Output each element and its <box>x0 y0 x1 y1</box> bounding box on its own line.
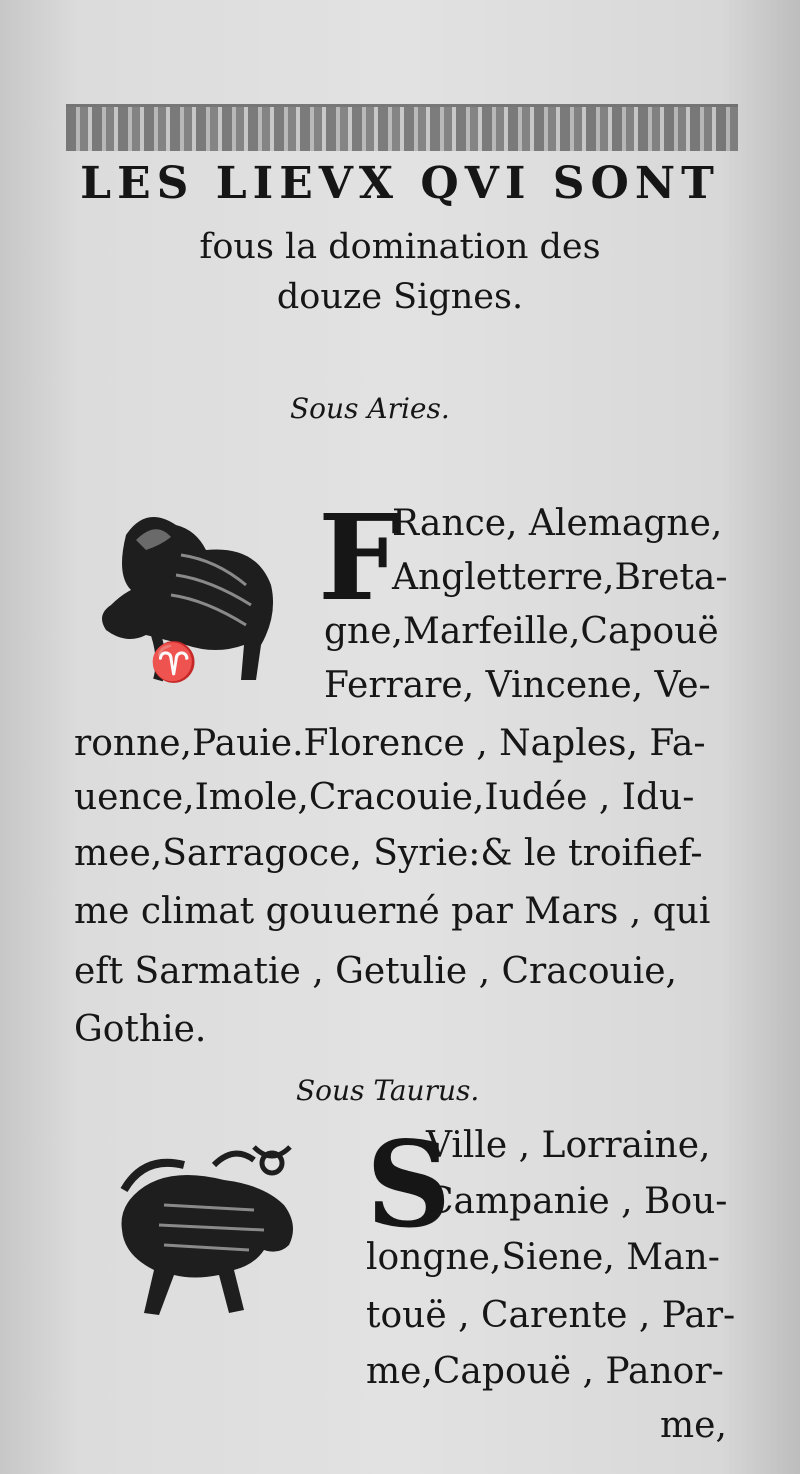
ram-woodcut-illustration <box>86 495 286 690</box>
section-heading-taurus: Sous Taurus. <box>296 1074 480 1107</box>
aries-text-line: ronne,Pauie.Florence , Naples, Fa- <box>74 723 706 764</box>
aries-text-line: me climat gouuerné par Mars , qui <box>74 891 711 932</box>
taurus-text-line: me, <box>660 1405 727 1446</box>
bull-woodcut-illustration <box>104 1135 304 1325</box>
svg-text:♈: ♈ <box>150 639 198 684</box>
aries-text-line: gne,Marfeille,Capouë <box>324 611 719 652</box>
aries-text-line: eft Sarmatie , Getulie , Cracouie, <box>74 951 677 992</box>
drop-cap-f: F <box>318 488 402 627</box>
aries-text-line: Angletterre,Bretа- <box>392 557 728 598</box>
aries-text-line: Ferrare, Vincene, Ve- <box>324 665 711 706</box>
header-ornament <box>66 104 738 151</box>
page-subtitle <box>60 222 740 322</box>
aries-text-line: Rance, Alemagne, <box>392 503 723 544</box>
aries-text-line: uence,Imole,Cracouie,Iudée , Idu- <box>74 777 695 818</box>
section-heading-aries: Sous Aries. <box>290 392 450 425</box>
subtitle-line-2: douze Signes. <box>276 277 524 317</box>
aries-text-line: Gothie. <box>74 1009 207 1050</box>
taurus-text-line: me,Capouë , Panor- <box>366 1351 724 1392</box>
taurus-text-line: Campanie , Bou- <box>426 1181 728 1222</box>
page-title: LES LIEVX QVI SONT <box>80 158 720 209</box>
taurus-text-line: touë , Carente , Par- <box>366 1295 736 1336</box>
drop-cap-s: S <box>366 1115 452 1254</box>
aries-text-line: mee,Sarragoce, Syrie:& le troifief- <box>74 833 703 874</box>
taurus-text-line: Ville , Lorraine, <box>426 1125 711 1166</box>
subtitle-line-1: fous la domination des <box>199 227 601 267</box>
taurus-text-line: longne,Siene, Man- <box>366 1237 720 1278</box>
